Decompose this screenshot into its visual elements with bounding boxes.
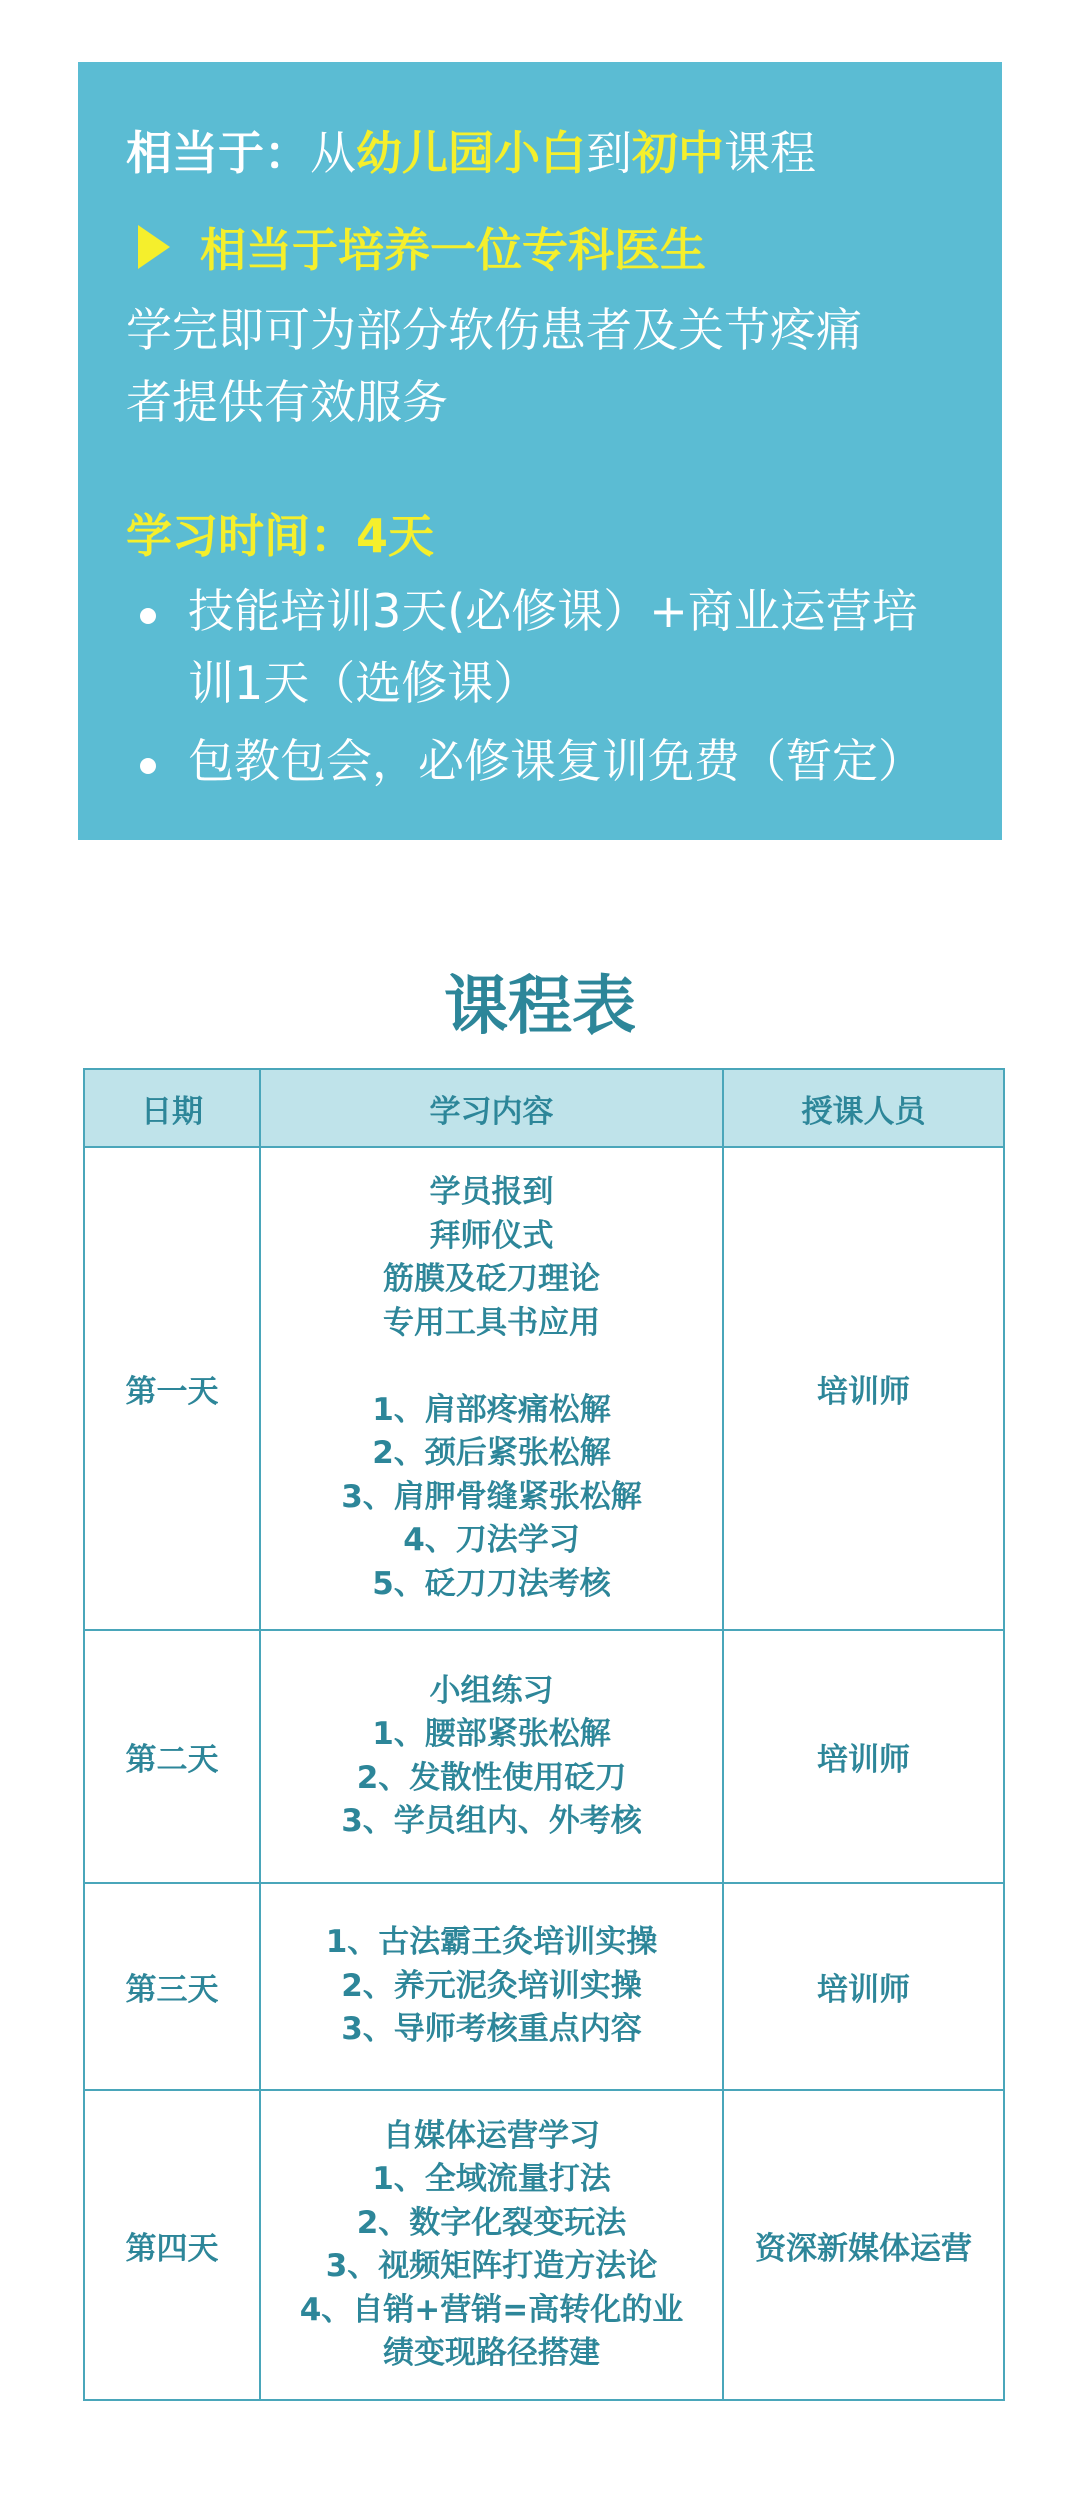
content-line: 1、腰部紧张松解 [372,1716,611,1752]
bullet-1-line-1: 技能培训3天(必修课）+商业运营培 [188,584,918,638]
content-line: 1、肩部疼痛松解 [372,1391,611,1428]
schedule-title: 课程表 [444,970,636,1044]
bullet-dot-icon [140,758,156,774]
level-end: 初中 [632,126,724,180]
content-line: 3、学员组内、外考核 [341,1803,642,1839]
content-line: 自媒体运营学习 [383,2117,600,2154]
content-line: 学员报到 [429,1174,554,1210]
header-content: 学习内容 [260,1069,723,1147]
content-line: 筋膜及砭刀理论 [383,1261,600,1297]
bullet-1-line-2: 训1天（选修课） [188,656,540,710]
day-cell: 第三天 [84,1883,260,2090]
content-line: 2、数字化裂变玩法 [356,2204,627,2241]
bullet-dot-icon [140,608,156,624]
content-line: 3、导师考核重点内容 [341,2011,642,2048]
header-date: 日期 [84,1069,260,1147]
content-line: 3、肩胛骨缝紧张松解 [341,1478,642,1515]
content-line: 2、颈后紧张松解 [372,1435,611,1471]
content-cell [260,1147,723,1630]
content-line: 4、刀法学习 [403,1522,580,1558]
teacher-cell: 培训师 [723,1883,1004,2090]
content-line: 绩变现路径搭建 [383,2335,600,2371]
schedule-table [83,1068,1005,2401]
table-row [84,2090,1004,2400]
day-cell: 第四天 [84,2090,260,2400]
table-row [84,1883,1004,2090]
play-triangle-icon [138,225,170,269]
content-line: 1、古法霸王灸培训实操 [325,1924,658,1961]
highlight-line [126,214,706,280]
to-word: 到 [586,126,632,180]
bullet-2: 包教包会，必修课复训免费（暂定） [188,734,924,788]
content-spacer [261,1345,722,1389]
content-line: 小组练习 [429,1672,554,1709]
equivalence-line [126,117,816,183]
table-row [84,1147,1004,1630]
benefit-line-2: 者提供有效服务 [126,375,448,429]
table-header-row [84,1069,1004,1147]
study-time: 学习时间：4天 [126,509,435,563]
content-line: 专用工具书应用 [383,1304,600,1341]
highlight-text: 相当于培养一位专科医生 [200,223,706,277]
content-cell [260,2090,723,2400]
content-line: 5、砭刀刀法考核 [372,1565,611,1602]
content-line: 拜师仪式 [429,1217,554,1254]
table-row [84,1630,1004,1883]
level-start: 幼儿园小白 [356,126,586,180]
content-cell [260,1883,723,2090]
content-line: 4、自销+营销=高转化的业 [299,2291,684,2328]
teacher-cell: 资深新媒体运营 [723,2090,1004,2400]
header-teacher: 授课人员 [723,1069,1004,1147]
teacher-cell: 培训师 [723,1147,1004,1630]
equivalent-label: 相当于： [126,126,310,180]
course-word: 课程 [724,126,816,180]
course-info-box [78,62,1002,840]
day-cell: 第一天 [84,1147,260,1630]
content-cell [260,1630,723,1883]
benefit-line-1: 学完即可为部分软伤患者及关节疼痛 [126,303,862,357]
teacher-cell: 培训师 [723,1630,1004,1883]
from-word: 从 [310,126,356,180]
content-line: 3、视频矩阵打造方法论 [325,2248,658,2284]
day-cell: 第二天 [84,1630,260,1883]
content-line: 2、发散性使用砭刀 [356,1759,627,1796]
content-line: 2、养元泥灸培训实操 [341,1967,642,2004]
content-line: 1、全域流量打法 [372,2161,611,2197]
